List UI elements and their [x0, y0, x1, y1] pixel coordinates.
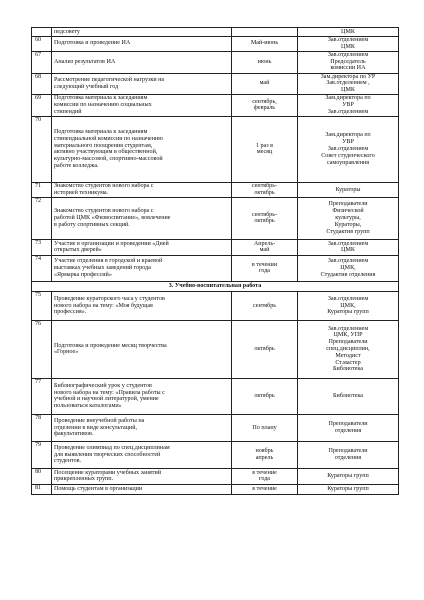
row-number: 75 [32, 291, 52, 320]
row-activity: педсовету [52, 28, 232, 37]
row-activity: Подготовка и проведение ИА [52, 37, 232, 52]
row-responsible: ЦМК [298, 28, 399, 37]
row-activity: Проведение внеучебной работы на отделении в виде консультаций, факультативов. [52, 414, 232, 441]
row-number: 73 [32, 239, 52, 255]
plan-table-body [32, 28, 399, 495]
row-activity: Проведение олимпиад по спец.дисциплинам для выявления творческих способностей студентов. [52, 441, 232, 468]
table-row [32, 291, 399, 320]
row-term: октябрь [232, 378, 298, 414]
row-term: июнь [232, 51, 298, 73]
row-responsible: Зам.директора по УВР Зав.отделением [298, 94, 399, 116]
row-term: сентябрь- октябрь [232, 182, 298, 197]
row-activity: Анализ результатов ИА [52, 51, 232, 73]
row-activity: Участие отделения в городской и краевой выставках учебных заведений города «Ярмарка профессий» [52, 255, 232, 281]
row-responsible: Кураторы [298, 182, 399, 197]
row-responsible: Зав.отделением ЦМК, Студактив отделения [298, 255, 399, 281]
row-activity: Рассмотрение педагогической нагрузки на следующий учебный год [52, 73, 232, 94]
row-term [232, 28, 298, 37]
table-row [32, 255, 399, 281]
row-responsible: Зав.отделением Председатель комиссии ИА [298, 51, 399, 73]
row-term: сентябрь, февраль [232, 94, 298, 116]
row-number: 69 [32, 94, 52, 116]
row-term: ноябрь апрель [232, 441, 298, 468]
row-responsible: Преподаватели отделения [298, 414, 399, 441]
row-term: май [232, 73, 298, 94]
section-header-row [32, 281, 399, 291]
table-row [32, 197, 399, 239]
row-activity: Знакомство студентов нового набора с историей техникума. [52, 182, 232, 197]
row-activity: Помощь студентам в организации [52, 484, 232, 494]
table-row [32, 94, 399, 116]
row-number: 76 [32, 320, 52, 378]
table-row [32, 116, 399, 182]
plan-table [31, 27, 399, 495]
table-row [32, 73, 399, 94]
row-number: 72 [32, 197, 52, 239]
row-activity: Подготовка материала к заседаниям стипендиальной комиссии по назначению материального поощрения студентам, активно участвующим в общественной, культурно-массовой, спортивно-массовой работе колледжа. [52, 116, 232, 182]
table-row [32, 414, 399, 441]
row-number: 71 [32, 182, 52, 197]
row-activity: Посещение кураторами учебных занятий прикрепленных групп. [52, 468, 232, 484]
row-number: 81 [32, 484, 52, 494]
row-term: Май-июнь [232, 37, 298, 52]
section-title: 3. Учебно-воспитательная работа [32, 281, 399, 291]
row-number: 80 [32, 468, 52, 484]
table-row [32, 37, 399, 52]
table-row [32, 239, 399, 255]
row-number: 60 [32, 37, 52, 52]
row-responsible: Зам.директора по УР Зав.отделением , ЦМК [298, 73, 399, 94]
row-responsible: Библиотека [298, 378, 399, 414]
row-activity: Участие в организации и проведении «Дней открытых дверей» [52, 239, 232, 255]
row-activity: Подготовка материала к заседаниям комиссии по назначению социальных стипендий [52, 94, 232, 116]
table-row [32, 182, 399, 197]
row-term: октябрь [232, 320, 298, 378]
row-responsible: Зав.отделением ЦМК, Кураторы групп [298, 291, 399, 320]
row-responsible: Зав.отделением ЦМК, УПР Преподаватели спец.дисциплин, Методист Ст.мастер Библиотека [298, 320, 399, 378]
row-responsible: Кураторы групп [298, 484, 399, 494]
table-row [32, 484, 399, 494]
table-row [32, 468, 399, 484]
row-number: 77 [32, 378, 52, 414]
row-term: сентябрь [232, 291, 298, 320]
table-row [32, 378, 399, 414]
row-term: в течении года [232, 255, 298, 281]
table-row [32, 51, 399, 73]
row-responsible: Зам.директора по УВР Зав.отделением Совет студенческого самоуправления [298, 116, 399, 182]
row-responsible: Кураторы групп [298, 468, 399, 484]
row-term: в течение года [232, 468, 298, 484]
row-activity: Подготовка и проведение месяц творчества «Горное» [52, 320, 232, 378]
row-number: 67 [32, 51, 52, 73]
row-term: По плану [232, 414, 298, 441]
row-number: 79 [32, 441, 52, 468]
table-row [32, 28, 399, 37]
row-term: в течение [232, 484, 298, 494]
row-term: 1 раз в месяц [232, 116, 298, 182]
table-row [32, 441, 399, 468]
row-number [32, 28, 52, 37]
row-number: 68 [32, 73, 52, 94]
row-term: сентябрь- октябрь [232, 197, 298, 239]
row-responsible: Зав.отделением ЦМК [298, 37, 399, 52]
row-number: 78 [32, 414, 52, 441]
row-activity: Библиографический урок у студентов нового набора на тему: «Правила работы с учебной и научной литературой, умение пользоваться каталогами» [52, 378, 232, 414]
row-responsible: Преподаватели Физической культуры, Кураторы, Студактив групп [298, 197, 399, 239]
row-number: 70 [32, 116, 52, 182]
table-row [32, 320, 399, 378]
row-responsible: Зав.отделением ЦМК [298, 239, 399, 255]
row-responsible: Преподаватели отделения [298, 441, 399, 468]
row-term: Апрель- май [232, 239, 298, 255]
row-activity: Знакомство студентов нового набора с работой ЦМК «Физвоспитание», вовлечение в работу спортивных секций. [52, 197, 232, 239]
row-activity: Проведение кураторского часа у студентов нового набора на тему: «Моя будущая профессия». [52, 291, 232, 320]
row-number: 74 [32, 255, 52, 281]
